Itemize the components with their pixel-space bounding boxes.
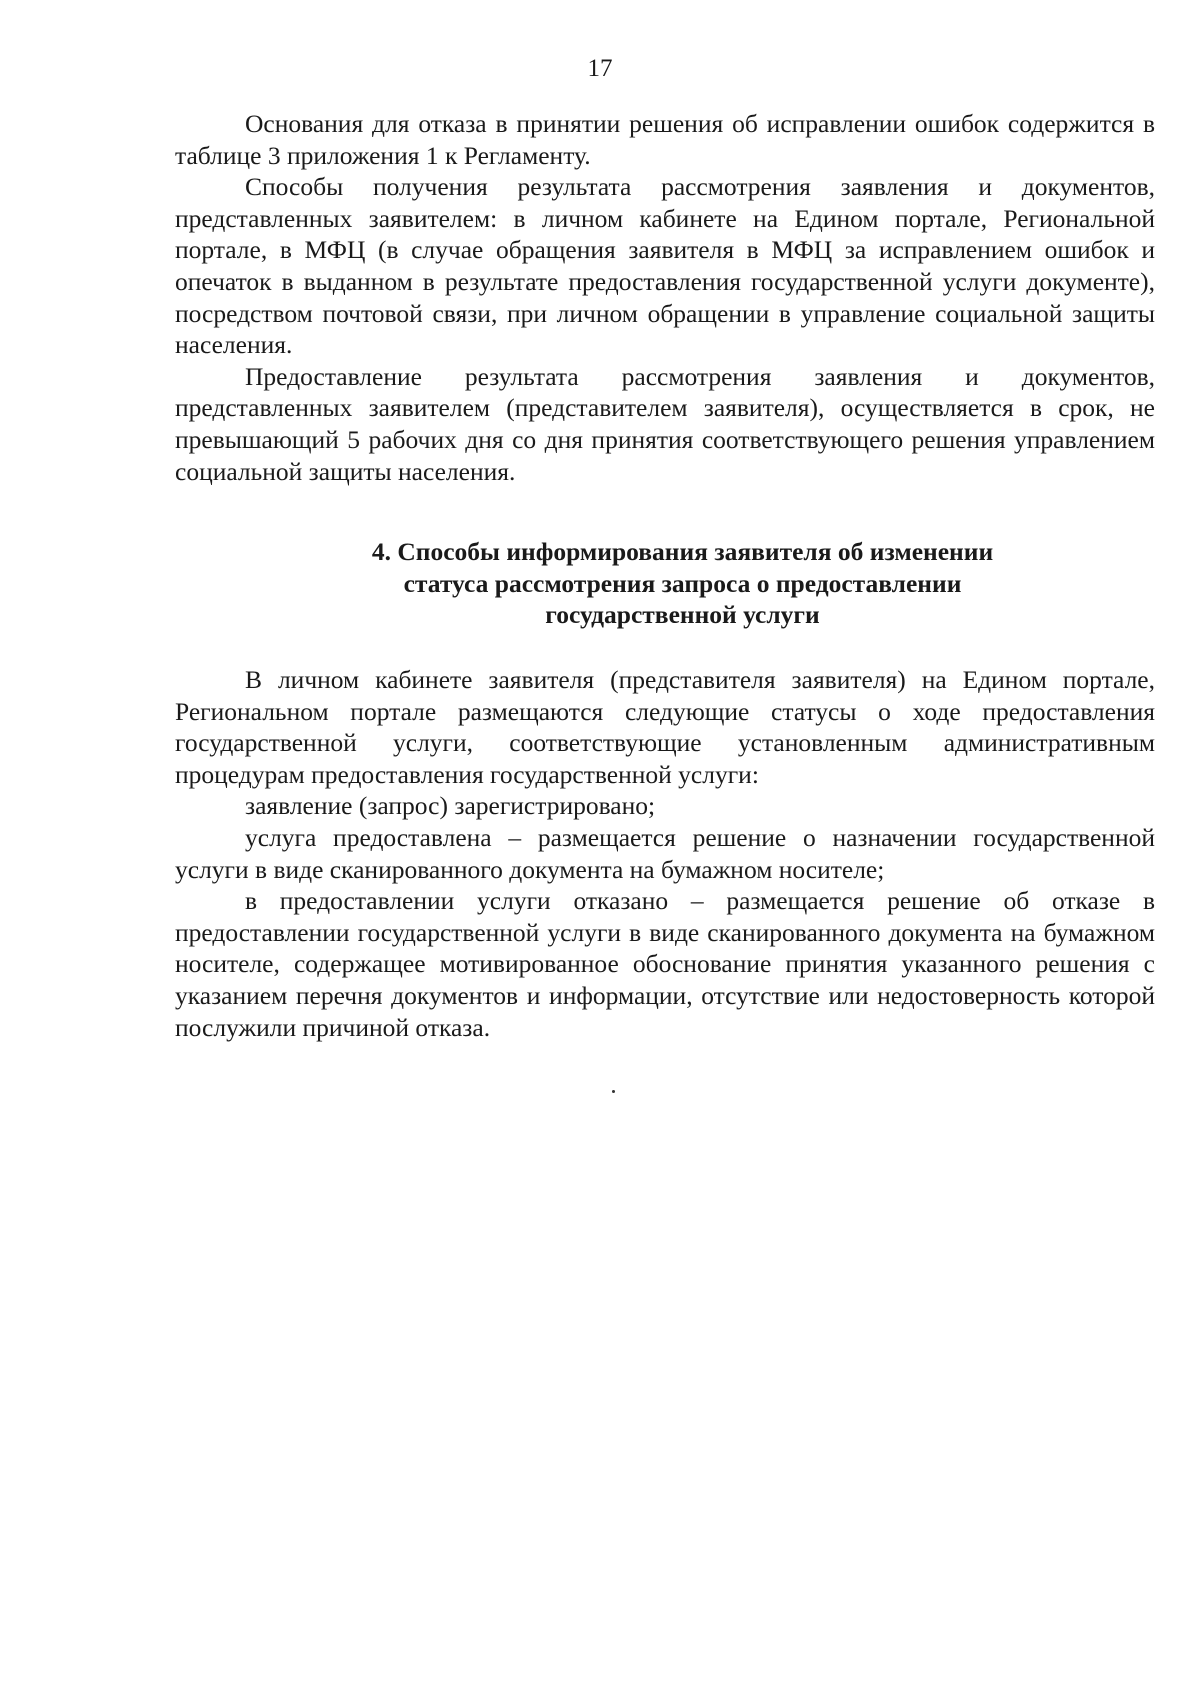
- section-heading-line: 4. Способы информирования заявителя об изменении: [371, 537, 994, 566]
- paragraph-status-registered: заявление (запрос) зарегистрировано;: [245, 791, 656, 821]
- paragraph-personal-account-statuses: В личном кабинете заявителя (представителя заявителя) на Едином портале, Региональном портале размещаются следующие статусы о ходе предоставления государственной услуги, соответствующие установленным административным процедурам предоставления государственной услуги:: [175, 665, 1155, 789]
- page-number: 17: [587, 55, 613, 82]
- section-heading: [175, 536, 1155, 631]
- body-text-top: [175, 108, 1155, 487]
- section-heading-line: государственной услуги: [545, 600, 820, 630]
- section-heading-line: статуса рассмотрения запроса о предоставлении: [403, 568, 962, 598]
- paragraph-result-deadline: Предоставление результата рассмотрения заявления и документов, представленных заявителем (представителем заявителя), осуществляется в срок, не превышающий 5 рабочих дня со дня принятия соответствующего решения управлением социальной защиты населения.: [175, 361, 1155, 486]
- paragraph-status-refused: в предоставлении услуги отказано – размещается решение об отказе в предоставлении государственной услуги в виде сканированного документа на бумажном носителе, содержащее мотивированное обоснование принятия указанного решения с указанием перечня документов и информации, отсутствие или недостоверность которой послужили причиной отказа.: [175, 886, 1155, 1042]
- scan-speck: [612, 1090, 615, 1093]
- paragraph-refusal-grounds: Основания для отказа в принятии решения об исправлении ошибок содержится в таблице 3 приложения 1 к Регламенту.: [175, 109, 1155, 170]
- body-text-bottom: [175, 664, 1155, 1043]
- paragraph-status-provided: услуга предоставлена – размещается решение о назначении государственной услуги в виде сканированного документа на бумажном носителе;: [175, 822, 1155, 884]
- paragraph-result-methods: Способы получения результата рассмотрения заявления и документов, представленных заявителем: в личном кабинете на Едином портале, Региональной портале, в МФЦ (в случае обращения заявителя в МФЦ за исправлением ошибок и опечаток в выданном в результате предоставления государственной услуги документе), посредством почтовой связи, при личном обращении в управление социальной защиты населения.: [175, 172, 1155, 360]
